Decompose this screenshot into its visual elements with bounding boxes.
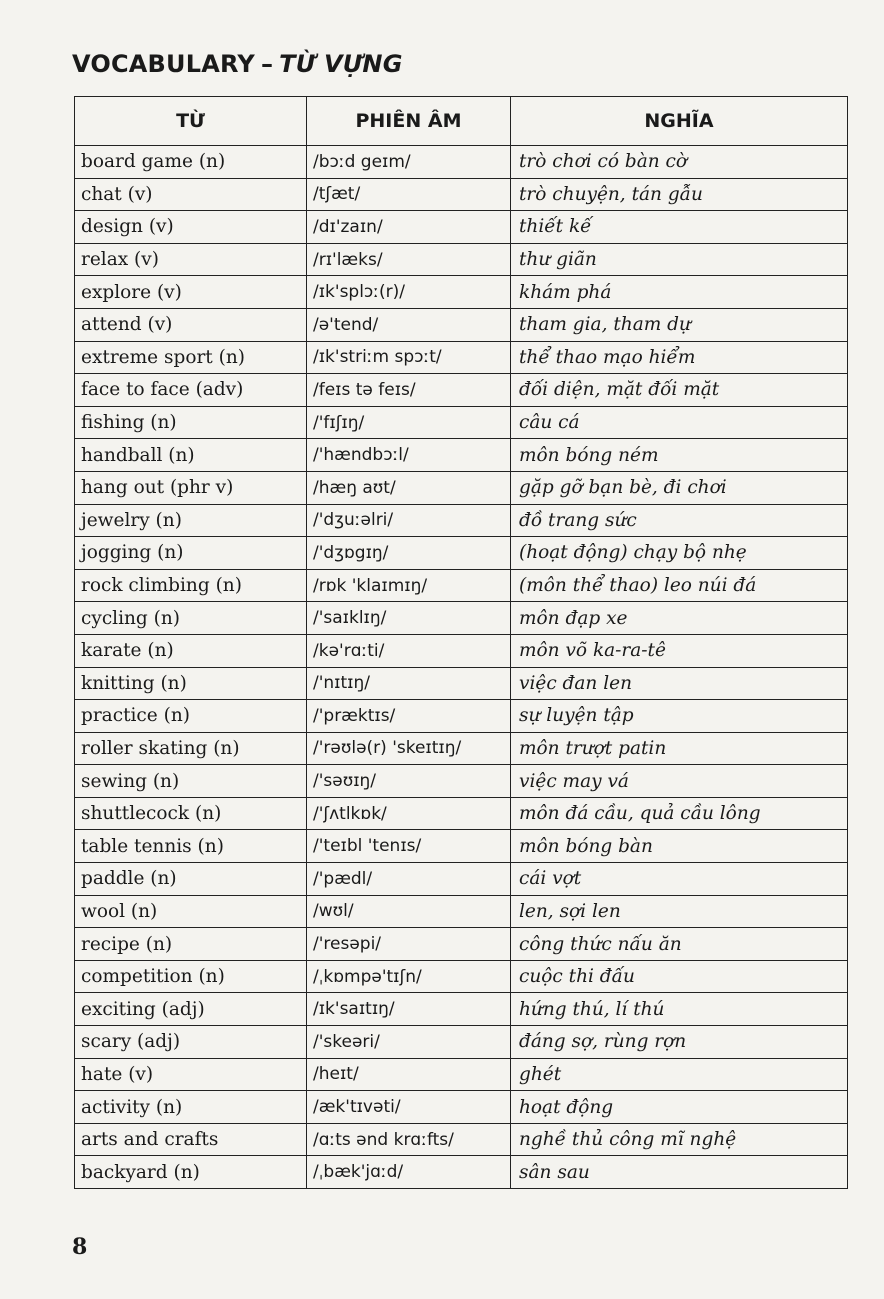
vocab-meaning: thiết kế <box>511 211 848 244</box>
vocab-phonetic: /ˌbæk'jɑːd/ <box>307 1156 511 1189</box>
vocab-word: karate (n) <box>75 634 307 667</box>
vocab-phonetic: /æk'tɪvəti/ <box>307 1091 511 1124</box>
vocab-word: board game (n) <box>75 146 307 179</box>
vocab-meaning: cái vợt <box>511 863 848 896</box>
vocab-phonetic: /ɪk'saɪtɪŋ/ <box>307 993 511 1026</box>
table-body <box>75 146 848 1189</box>
vocab-word: chat (v) <box>75 178 307 211</box>
vocab-word: design (v) <box>75 211 307 244</box>
table-row <box>75 765 848 798</box>
header-meaning: NGHĨA <box>511 97 848 146</box>
table-row <box>75 928 848 961</box>
vocab-meaning: câu cá <box>511 406 848 439</box>
vocab-meaning: môn đạp xe <box>511 602 848 635</box>
vocab-meaning: môn võ ka-ra-tê <box>511 634 848 667</box>
table-row <box>75 178 848 211</box>
vocab-phonetic: /heɪt/ <box>307 1058 511 1091</box>
table-row <box>75 146 848 179</box>
vocab-phonetic: /'səʊɪŋ/ <box>307 765 511 798</box>
vocab-meaning: đồ trang sức <box>511 504 848 537</box>
vocab-meaning: gặp gỡ bạn bè, đi chơi <box>511 471 848 504</box>
vocab-meaning: nghề thủ công mĩ nghệ <box>511 1123 848 1156</box>
vocab-word: knitting (n) <box>75 667 307 700</box>
table-row <box>75 797 848 830</box>
vocab-phonetic: /ɪk'striːm spɔːt/ <box>307 341 511 374</box>
vocab-word: roller skating (n) <box>75 732 307 765</box>
vocab-word: explore (v) <box>75 276 307 309</box>
table-row <box>75 732 848 765</box>
vocab-word: face to face (adv) <box>75 374 307 407</box>
table-row <box>75 374 848 407</box>
vocab-phonetic: /rɪ'læks/ <box>307 243 511 276</box>
vocab-meaning: môn đá cầu, quả cầu lông <box>511 797 848 830</box>
vocab-phonetic: /'pædl/ <box>307 863 511 896</box>
vocab-phonetic: /'saɪklɪŋ/ <box>307 602 511 635</box>
vocab-phonetic: /'resəpi/ <box>307 928 511 961</box>
vocab-meaning: sân sau <box>511 1156 848 1189</box>
table-row <box>75 211 848 244</box>
vocab-word: fishing (n) <box>75 406 307 439</box>
title-dash: – <box>260 50 274 78</box>
vocab-word: cycling (n) <box>75 602 307 635</box>
table-row <box>75 439 848 472</box>
table-row <box>75 993 848 1026</box>
vocab-phonetic: /rɒk 'klaɪmɪŋ/ <box>307 569 511 602</box>
vocab-meaning: thư giãn <box>511 243 848 276</box>
vocab-word: wool (n) <box>75 895 307 928</box>
vocab-phonetic: /wʊl/ <box>307 895 511 928</box>
vocab-meaning: hứng thú, lí thú <box>511 993 848 1026</box>
vocab-meaning: khám phá <box>511 276 848 309</box>
vocab-phonetic: /'rəʊlə(r) 'skeɪtɪŋ/ <box>307 732 511 765</box>
vocab-phonetic: /'hændbɔːl/ <box>307 439 511 472</box>
vocab-word: practice (n) <box>75 700 307 733</box>
table-row <box>75 243 848 276</box>
vocab-word: exciting (adj) <box>75 993 307 1026</box>
vocab-phonetic: /'ʃʌtlkɒk/ <box>307 797 511 830</box>
table-row <box>75 667 848 700</box>
vocab-meaning: thể thao mạo hiểm <box>511 341 848 374</box>
vocab-meaning: môn bóng ném <box>511 439 848 472</box>
vocab-meaning: trò chơi có bàn cờ <box>511 146 848 179</box>
vocab-phonetic: /dɪ'zaɪn/ <box>307 211 511 244</box>
vocab-phonetic: /kə'rɑːti/ <box>307 634 511 667</box>
vocab-word: shuttlecock (n) <box>75 797 307 830</box>
vocab-phonetic: /'fɪʃɪŋ/ <box>307 406 511 439</box>
vocab-meaning: môn trượt patin <box>511 732 848 765</box>
vocab-word: rock climbing (n) <box>75 569 307 602</box>
table-row <box>75 863 848 896</box>
table-row <box>75 341 848 374</box>
table-header-row <box>75 97 848 146</box>
vocab-meaning: công thức nấu ăn <box>511 928 848 961</box>
vocab-phonetic: /ɑːts ənd krɑːfts/ <box>307 1123 511 1156</box>
vocab-phonetic: /'skeəri/ <box>307 1026 511 1059</box>
vocab-phonetic: /'nɪtɪŋ/ <box>307 667 511 700</box>
vocab-phonetic: /ɪk'splɔː(r)/ <box>307 276 511 309</box>
vocab-phonetic: /'dʒuːəlri/ <box>307 504 511 537</box>
vocab-word: jogging (n) <box>75 537 307 570</box>
table-row <box>75 895 848 928</box>
table-row <box>75 537 848 570</box>
vocab-phonetic: /feɪs tə feɪs/ <box>307 374 511 407</box>
table-row <box>75 569 848 602</box>
vocab-meaning: hoạt động <box>511 1091 848 1124</box>
vocabulary-table <box>74 96 848 1189</box>
table-row <box>75 960 848 993</box>
vocab-word: backyard (n) <box>75 1156 307 1189</box>
vocab-word: hang out (phr v) <box>75 471 307 504</box>
vocab-word: activity (n) <box>75 1091 307 1124</box>
vocab-meaning: (hoạt động) chạy bộ nhẹ <box>511 537 848 570</box>
table-row <box>75 1058 848 1091</box>
table-row <box>75 634 848 667</box>
vocab-word: table tennis (n) <box>75 830 307 863</box>
table-row <box>75 602 848 635</box>
vocab-phonetic: /'præktɪs/ <box>307 700 511 733</box>
vocab-phonetic: /ˌkɒmpə'tɪʃn/ <box>307 960 511 993</box>
table-row <box>75 276 848 309</box>
table-row <box>75 700 848 733</box>
vocab-meaning: ghét <box>511 1058 848 1091</box>
header-phonetic: PHIÊN ÂM <box>307 97 511 146</box>
table-row <box>75 308 848 341</box>
vocab-word: extreme sport (n) <box>75 341 307 374</box>
title-vietnamese: TỪ VỰNG <box>279 50 403 78</box>
table-row <box>75 471 848 504</box>
table-row <box>75 1123 848 1156</box>
vocab-word: sewing (n) <box>75 765 307 798</box>
vocab-phonetic: /bɔːd geɪm/ <box>307 146 511 179</box>
vocab-meaning: môn bóng bàn <box>511 830 848 863</box>
page-title <box>72 50 403 78</box>
vocab-meaning: (môn thể thao) leo núi đá <box>511 569 848 602</box>
vocab-phonetic: /tʃæt/ <box>307 178 511 211</box>
vocab-meaning: việc đan len <box>511 667 848 700</box>
vocab-meaning: đáng sợ, rùng rợn <box>511 1026 848 1059</box>
table-row <box>75 1026 848 1059</box>
vocab-meaning: tham gia, tham dự <box>511 308 848 341</box>
vocab-phonetic: /'dʒɒgɪŋ/ <box>307 537 511 570</box>
vocab-word: recipe (n) <box>75 928 307 961</box>
vocab-phonetic: /ə'tend/ <box>307 308 511 341</box>
table-row <box>75 1091 848 1124</box>
table-row <box>75 1156 848 1189</box>
vocab-phonetic: /hæŋ aʊt/ <box>307 471 511 504</box>
vocab-word: attend (v) <box>75 308 307 341</box>
vocab-word: arts and crafts <box>75 1123 307 1156</box>
vocab-word: scary (adj) <box>75 1026 307 1059</box>
vocab-meaning: trò chuyện, tán gẫu <box>511 178 848 211</box>
vocab-meaning: đối diện, mặt đối mặt <box>511 374 848 407</box>
vocab-meaning: sự luyện tập <box>511 700 848 733</box>
vocab-word: paddle (n) <box>75 863 307 896</box>
table-row <box>75 406 848 439</box>
vocab-meaning: len, sợi len <box>511 895 848 928</box>
vocab-word: relax (v) <box>75 243 307 276</box>
vocab-meaning: việc may vá <box>511 765 848 798</box>
vocab-word: hate (v) <box>75 1058 307 1091</box>
vocab-meaning: cuộc thi đấu <box>511 960 848 993</box>
page-number: 8 <box>72 1234 88 1260</box>
vocab-word: jewelry (n) <box>75 504 307 537</box>
title-main: VOCABULARY <box>72 50 255 78</box>
vocab-word: handball (n) <box>75 439 307 472</box>
header-word: TỪ <box>75 97 307 146</box>
vocab-word: competition (n) <box>75 960 307 993</box>
table-row <box>75 504 848 537</box>
table-row <box>75 830 848 863</box>
vocab-phonetic: /'teɪbl 'tenɪs/ <box>307 830 511 863</box>
